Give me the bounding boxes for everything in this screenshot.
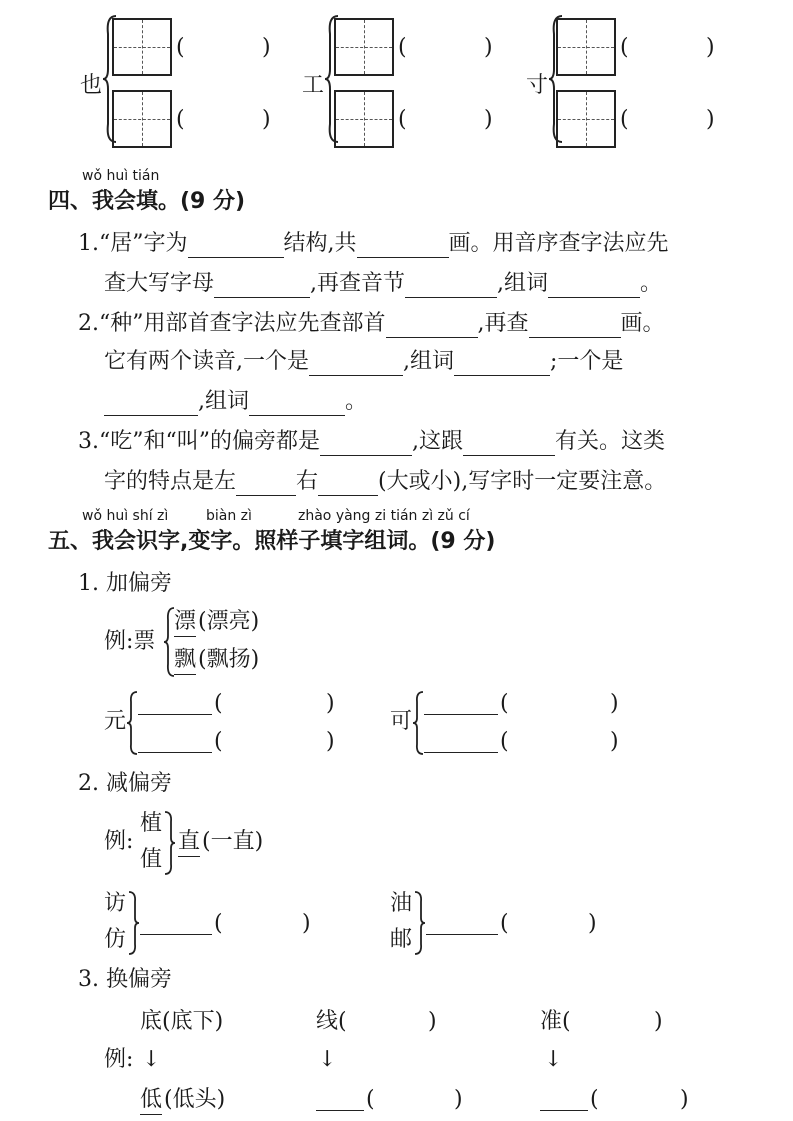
paren-close: )	[610, 691, 619, 716]
example-char: 植	[140, 811, 163, 836]
part2-example-label: 例:	[104, 829, 134, 854]
answer-blank[interactable]	[188, 237, 284, 258]
section-4-pinyin: wǒ huì tián	[82, 168, 160, 184]
paren-close: )	[326, 691, 335, 716]
paren-close: )	[706, 107, 715, 132]
q1-line2: 查大写字母 ,再查音节 ,组词 。	[104, 271, 663, 296]
paren-close: )	[610, 729, 619, 754]
paren-open: (	[590, 1087, 599, 1112]
task-char: 元	[104, 709, 127, 734]
down-arrow-icon: ↓	[318, 1047, 337, 1072]
answer-blank[interactable]	[249, 395, 345, 416]
task-char: 线(	[316, 1009, 347, 1034]
paren-close: )	[654, 1009, 663, 1034]
section-5-pinyin-1: wǒ huì shí zì	[82, 508, 169, 524]
part3-heading: 3. 换偏旁	[78, 967, 172, 992]
brace-icon	[126, 690, 138, 756]
answer-blank[interactable]	[386, 317, 478, 338]
writing-grid[interactable]	[334, 18, 394, 76]
answer-blank[interactable]	[214, 277, 310, 298]
answer-blank[interactable]	[463, 435, 555, 456]
paren-open: (	[176, 107, 185, 132]
paren-open: (	[398, 35, 407, 60]
paren-open: (	[398, 107, 407, 132]
paren-open: (	[620, 35, 629, 60]
paren-open: (	[500, 911, 509, 936]
answer-blank[interactable]	[529, 317, 621, 338]
paren-close: )	[588, 911, 597, 936]
answer-blank[interactable]	[138, 714, 212, 715]
answer-blank[interactable]	[104, 395, 198, 416]
task-char: 仿	[104, 927, 127, 952]
part1-example-label: 例:票	[104, 629, 156, 654]
paren-open: (	[176, 35, 185, 60]
paren-open: (	[500, 691, 509, 716]
brace-icon	[412, 690, 424, 756]
down-arrow-icon: ↓	[544, 1047, 563, 1072]
q2-line3: ,组词 。	[104, 388, 367, 416]
answer-blank[interactable]	[405, 277, 497, 298]
paren-close: )	[302, 911, 311, 936]
task-char: 可	[390, 709, 413, 734]
example-word: (低头)	[164, 1087, 226, 1112]
answer-blank[interactable]	[540, 1110, 588, 1111]
grid-char-2: 工	[302, 73, 325, 98]
task-char: 准(	[540, 1009, 571, 1034]
answer-blank[interactable]	[318, 475, 378, 496]
example-result-word: (一直)	[202, 829, 264, 854]
paren-close: )	[428, 1009, 437, 1034]
task-char: 油	[390, 891, 413, 916]
paren-close: )	[262, 107, 271, 132]
answer-blank[interactable]	[236, 475, 296, 496]
part3-example-top: 底(底下)	[140, 1009, 224, 1034]
part2-heading: 2. 减偏旁	[78, 771, 172, 796]
paren-close: )	[484, 107, 493, 132]
answer-blank[interactable]	[316, 1110, 364, 1111]
example-char: 值	[140, 847, 163, 872]
answer-blank[interactable]	[140, 934, 212, 935]
paren-close: )	[484, 35, 493, 60]
section-5-title: 五、我会识字,变字。照样子填字组词。(9 分)	[48, 529, 496, 554]
writing-grid[interactable]	[334, 90, 394, 148]
paren-open: (	[500, 729, 509, 754]
grid-char-1: 也	[80, 73, 103, 98]
section-5-pinyin-3: zhào yàng zi tián zì zǔ cí	[298, 508, 470, 524]
paren-close: )	[706, 35, 715, 60]
paren-close: )	[262, 35, 271, 60]
brace-icon	[414, 890, 426, 956]
q3-line2: 字的特点是左 右 (大或小),写字时一定要注意。	[104, 469, 667, 494]
writing-grid[interactable]	[556, 90, 616, 148]
task-char: 访	[104, 891, 127, 916]
answer-blank[interactable]	[454, 355, 550, 376]
paren-open: (	[620, 107, 629, 132]
down-arrow-icon: ↓	[142, 1047, 161, 1072]
answer-blank[interactable]	[309, 355, 403, 376]
q2-line2: 它有两个读音,一个是 ,组词 ;一个是	[104, 349, 624, 374]
answer-blank[interactable]	[424, 752, 498, 753]
paren-close: )	[454, 1087, 463, 1112]
part3-example-label: 例:	[104, 1047, 134, 1072]
grid-char-3: 寸	[526, 73, 549, 98]
example-result-char: 直	[178, 828, 200, 857]
writing-grid[interactable]	[556, 18, 616, 76]
brace-icon	[128, 890, 140, 956]
answer-blank[interactable]	[357, 237, 449, 258]
answer-blank[interactable]	[320, 435, 412, 456]
brace-icon	[164, 810, 176, 876]
example-char: 飘	[174, 646, 196, 675]
paren-open: (	[214, 729, 223, 754]
paren-close: )	[680, 1087, 689, 1112]
answer-blank[interactable]	[424, 714, 498, 715]
writing-grid[interactable]	[112, 90, 172, 148]
paren-open: (	[214, 691, 223, 716]
paren-close: )	[326, 729, 335, 754]
q3-line1: 3.“吃”和“叫”的偏旁都是 ,这跟 有关。这类	[78, 429, 665, 454]
example-word: (漂亮)	[198, 609, 260, 634]
example-char: 低	[140, 1086, 162, 1115]
part1-heading: 1. 加偏旁	[78, 571, 172, 596]
answer-blank[interactable]	[138, 752, 212, 753]
paren-open: (	[214, 911, 223, 936]
q2-line1: 2.“种”用部首查字法应先查部首 ,再查 画。	[78, 311, 665, 336]
answer-blank[interactable]	[426, 934, 498, 935]
task-char: 邮	[390, 927, 413, 952]
paren-open: (	[366, 1087, 375, 1112]
section-4-title: 四、我会填。(9 分)	[48, 189, 246, 214]
q1-line1: 1.“居”字为 结构,共 画。用音序查字法应先	[78, 231, 669, 256]
example-word: (飘扬)	[198, 647, 260, 672]
writing-grid[interactable]	[112, 18, 172, 76]
example-char: 漂	[174, 608, 196, 637]
answer-blank[interactable]	[548, 277, 640, 298]
section-5-pinyin-2: biàn zì	[206, 508, 252, 524]
